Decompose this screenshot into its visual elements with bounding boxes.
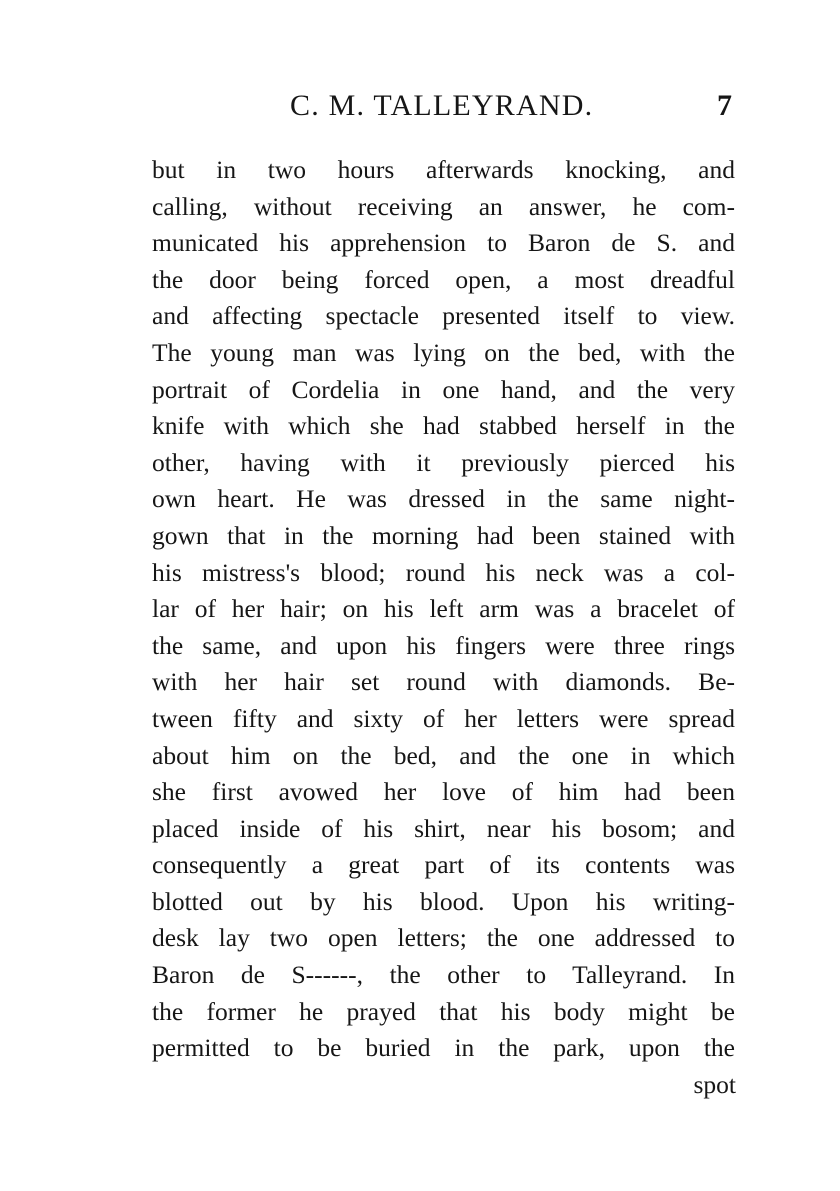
- text-line: desk lay two open letters; the one addressed to: [152, 923, 735, 953]
- running-title: C. M. TALLEYRAND.: [290, 89, 594, 122]
- text-line: but in two hours afterwards knocking, and: [152, 155, 735, 184]
- page-number: 7: [717, 89, 732, 122]
- text-line: own heart. He was dressed in the same night-: [152, 484, 735, 514]
- text-line: calling, without receiving an answer, he com-: [152, 191, 735, 221]
- text-line: lar of her hair; on his left arm was a bracelet of: [152, 594, 735, 624]
- body-text: [152, 152, 735, 1067]
- text-line: she first avowed her love of him had been: [152, 777, 735, 807]
- text-line: blotted out by his blood. Upon his writing-: [152, 886, 735, 916]
- text-line: municated his apprehension to Baron de S. and: [152, 228, 735, 258]
- text-line: the former he prayed that his body might be: [152, 996, 735, 1026]
- text-line: tween fifty and sixty of her letters were spread: [152, 703, 735, 733]
- text-line: the same, and upon his fingers were three rings: [152, 630, 735, 660]
- text-line: the door being forced open, a most dreadful: [152, 264, 735, 294]
- text-line: permitted to be buried in the park, upon the: [152, 1033, 735, 1063]
- text-line: knife with which she had stabbed herself in the: [152, 411, 735, 441]
- catchword: spot: [693, 1070, 736, 1099]
- text-line: about him on the bed, and the one in which: [152, 740, 735, 770]
- text-line: and affecting spectacle presented itself to view.: [152, 301, 735, 331]
- text-line: with her hair set round with diamonds. Be-: [152, 667, 735, 697]
- text-line: other, having with it previously pierced his: [152, 447, 735, 477]
- text-line: his mistress's blood; round his neck was a col-: [152, 557, 735, 587]
- text-line: portrait of Cordelia in one hand, and the very: [152, 374, 735, 404]
- text-line: The young man was lying on the bed, with the: [152, 337, 735, 367]
- text-line: consequently a great part of its contents was: [152, 850, 735, 880]
- text-line: placed inside of his shirt, near his bosom; and: [152, 813, 735, 843]
- text-line: Baron de S------, the other to Talleyrand. In: [152, 960, 735, 990]
- text-line: gown that in the morning had been stained with: [152, 520, 735, 550]
- running-head: [150, 84, 738, 128]
